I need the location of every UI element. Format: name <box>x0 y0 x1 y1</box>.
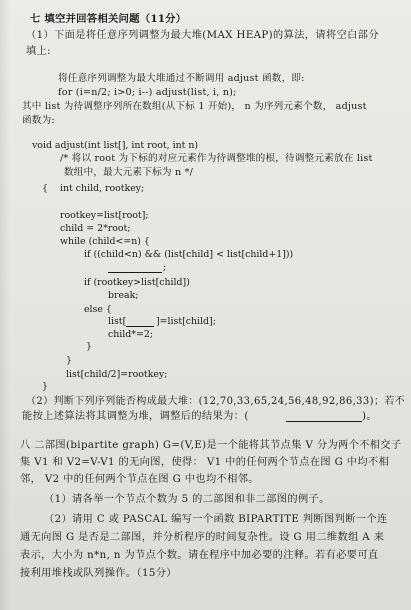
section-7-heading: 七 填空并回答相关问题（11分） <box>30 13 187 25</box>
desc-line3: 其中 list 为待调整序列所在数组(从下标 1 开始)， n 为序列元素个数， adjust <box>22 101 367 112</box>
desc-line2: for (i=n/2; i>0; i--) adjust(list, i, n); <box>58 87 237 98</box>
code-declaration: int child, rootkey; <box>60 183 145 194</box>
section-8-sub2-line3: 表示，大小为 n*n, n 为节点个数。请在程序中加必要的注释。若有必要可直 <box>20 550 379 561</box>
q2-line2-suffix: )。 <box>362 411 377 422</box>
answer-blank-2[interactable] <box>126 326 154 327</box>
q1-text-line2: 填上: <box>26 46 52 57</box>
code-if-rootkey: if (rootkey>list[child]) <box>84 277 190 288</box>
code-if-compare: if ((child<n) && (list[child] < list[child+1])) <box>84 249 294 260</box>
code-close-function: } <box>42 381 48 392</box>
code-rootkey: rootkey=list[root]; <box>60 210 149 221</box>
section-8-sub2-line2: 通无向图 G 是否是二部图，并分析程序的时间复杂性。设 G 用二维数组 A 来 <box>20 532 385 543</box>
code-else: else { <box>84 304 112 315</box>
section-8-line3: 邻， V2 中的任何两个节点在图 G 中也均不相邻。 <box>20 474 259 485</box>
code-open-brace: { <box>42 183 48 194</box>
code-final-assign: list[child/2]=rootkey; <box>66 369 168 380</box>
code-blank1-semicolon: ; <box>163 262 167 273</box>
code-comment-line2: 数组中，最大元素下标为 n */ <box>64 167 194 178</box>
code-child-multiply: child*=2; <box>108 329 153 340</box>
section-8-sub2-line4: 接利用堆栈或队列操作。（15分） <box>20 568 177 579</box>
code-assign-suffix: ]=list[child]; <box>156 316 216 327</box>
answer-blank-3[interactable] <box>286 421 362 422</box>
code-break: break; <box>108 290 139 301</box>
section-8-sub1: （1）请各举一个节点个数为 5 的二部图和非二部图的例子。 <box>44 494 330 505</box>
section-8-line2: 集 V1 和 V2=V-V1 的无向图，使得： V1 中的任何两个节点在图 G 中均不相 <box>20 457 390 468</box>
page-edge-shadow <box>0 0 10 610</box>
code-child-init: child = 2*root; <box>60 223 131 234</box>
section-8-line1: 八 二部图(bipartite graph) G=(V,E)是一个能将其节点集 V 分为两个不相交子 <box>20 440 402 451</box>
q2-line2-prefix: 能按上述算法将其调整为堆，调整后的结果为：( <box>22 411 249 422</box>
code-comment-line1: /* 将以 root 为下标的对应元素作为待调整堆的根，待调整元素放在 list <box>60 153 373 164</box>
q2-line1: （2）判断下列序列能否构成最大堆：(12,70,33,65,24,56,48,92,86,33)；若不 <box>26 396 406 407</box>
code-assign-prefix: list[ <box>108 316 127 327</box>
desc-line4: 函数为: <box>22 115 55 126</box>
section-8-sub2-line1: （2）请用 C 或 PASCAL 编写一个函数 BIPARTITE 判断图判断一个连 <box>44 514 388 525</box>
code-while: while (child<=n) { <box>60 236 150 247</box>
desc-line1: 将任意序列调整为最大堆通过不断调用 adjust 函数，即: <box>58 73 305 84</box>
answer-blank-1[interactable] <box>108 272 162 273</box>
code-close-else: } <box>86 341 92 352</box>
q1-text-line1: （1）下面是将任意序列调整为最大堆(MAX HEAP)的算法，请将空白部分 <box>26 30 379 41</box>
code-close-while: } <box>66 355 72 366</box>
code-signature: void adjust(int list[], int root, int n) <box>32 140 199 151</box>
